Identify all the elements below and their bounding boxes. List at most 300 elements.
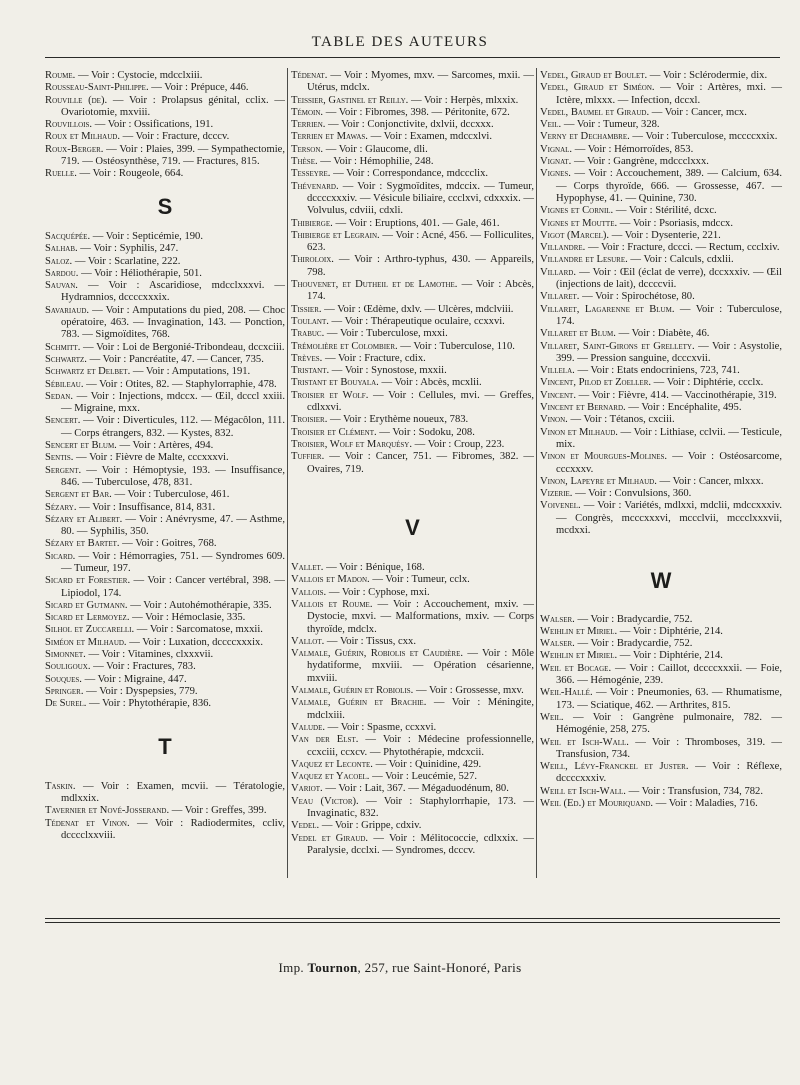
author-name: Terson.: [291, 143, 324, 155]
entry-references: — Voir : Pancréatite, 47. — Cancer, 735.: [86, 353, 264, 365]
entry-references: — Voir : Héliothérapie, 501.: [78, 267, 202, 279]
section-letter: T: [158, 733, 172, 759]
index-entry: [45, 698, 285, 710]
author-name: Vignes et Cornil.: [540, 205, 614, 217]
entry-references: — Voir : Môle hydatiforme, mxviii. — Opération césarienne, mxviii.: [307, 648, 535, 684]
index-entry: [45, 452, 285, 464]
index-entry: [540, 427, 782, 452]
entry-references: — Voir : Migraine, 447.: [81, 673, 187, 685]
entry-references: — Voir : Examen, mcvii. — Tératologie, mdlxxix.: [61, 780, 285, 805]
author-name: Tristant et Bouyala.: [291, 377, 379, 389]
author-name: Villela.: [540, 365, 575, 377]
imprint: [0, 960, 800, 976]
author-name: Sencert et Blum.: [45, 440, 117, 452]
index-entry: [45, 514, 285, 539]
author-name: Weil-Hallé.: [540, 687, 593, 699]
author-name: Silhol et Zuccarelli.: [45, 624, 135, 636]
author-name: Rousseau-Saint-Philippe.: [45, 82, 149, 94]
author-name: Sardou.: [45, 267, 79, 279]
author-name: Schwartz et Delbet.: [45, 366, 131, 378]
author-name: Souligoux.: [45, 661, 91, 673]
entry-references: — Voir : Eruptions, 401. — Gale, 461.: [332, 217, 500, 229]
entry-references: — Voir : Cyphose, mxi.: [326, 586, 430, 598]
entry-references: — Voir : Prépuce, 446.: [148, 82, 249, 94]
column-separator: [287, 68, 288, 878]
entry-references: — Voir : Acné, 456. — Folliculites, 623.: [307, 229, 534, 254]
author-name: Vallois et Madon.: [291, 574, 370, 586]
author-name: Vignal.: [540, 143, 573, 155]
entry-references: — Voir : Luxation, dccccxxxix.: [126, 636, 263, 648]
index-entry: [540, 254, 782, 266]
index-entry: [291, 771, 534, 783]
entry-references: — Voir : Fièvre de Malte, cccxxxvi.: [73, 452, 229, 464]
entry-references: — Voir : Sarcomatose, mxxii.: [134, 624, 263, 636]
entry-references: — Voir : Herpès, mlxxix.: [408, 94, 519, 106]
author-name: Roux-Berger.: [45, 143, 104, 155]
index-entry: [291, 181, 534, 218]
index-entry: [540, 267, 782, 292]
author-name: Vedel et Giraud.: [291, 832, 369, 844]
index-entry: [291, 796, 534, 821]
entry-references: — Voir : Réflexe, dccccxxxiv.: [556, 761, 782, 785]
index-entry: [291, 377, 534, 389]
index-entry: [291, 451, 534, 476]
entry-references: — Voir : Staphylorrhapie, 173. — Invaginatic, 832.: [307, 795, 535, 820]
index-entry: [45, 82, 285, 94]
author-name: Tavernier et Nové-Josserand.: [45, 805, 170, 817]
author-name: Rouvillois.: [45, 119, 93, 131]
index-entry: [540, 242, 782, 254]
author-name: Valude.: [291, 721, 326, 733]
index-entry: [291, 414, 534, 426]
author-name: Teissier, Gastinel et Reilly.: [291, 94, 409, 106]
author-name: Vallois et Roume.: [291, 598, 373, 610]
author-name: Vedel, Giraud et Boulet.: [540, 70, 648, 81]
author-name: Valmale, Guérin et Brachie.: [291, 697, 427, 709]
index-entry: [540, 638, 782, 650]
entry-references: — Voir : Sodoku, 208.: [376, 426, 475, 438]
index-entry: [291, 156, 534, 168]
index-entry: [540, 218, 782, 230]
entry-references: — Voir : Dyspepsies, 779.: [83, 685, 198, 697]
author-name: Walser.: [540, 613, 575, 625]
index-entry: [45, 415, 285, 440]
index-entry: [45, 781, 285, 806]
index-entry: [540, 107, 782, 119]
author-name: Weil et Bocage.: [540, 662, 612, 674]
index-entry: [291, 722, 534, 734]
entry-references: — Voir : Abcès, 174.: [307, 279, 535, 303]
header-rule: [45, 57, 780, 58]
author-name: Salhab.: [45, 243, 78, 255]
index-entry: [45, 379, 285, 391]
index-entry: [291, 685, 534, 697]
index-entry: [540, 626, 782, 638]
author-name: Taskin.: [45, 780, 76, 792]
index-entry: [291, 254, 534, 279]
entry-references: — Voir : Bradycardie, 752.: [574, 638, 693, 650]
entry-references: — Voir : Arthro-typhus, 430. — Appareils, 798.: [307, 254, 534, 278]
author-name: Vigot (Marcel).: [540, 229, 610, 241]
entry-references: — Voir : Fièvre, 414. — Vaccinothérapie, 319.: [575, 389, 777, 401]
index-entry: [540, 650, 782, 662]
page-header: TABLE DES AUTEURS: [311, 34, 489, 50]
index-entry: [540, 205, 782, 217]
index-entry: [291, 218, 534, 230]
index-entry: [540, 614, 782, 626]
index-entry: [45, 575, 285, 600]
author-name: Vedel.: [291, 820, 320, 832]
entry-references: — Voir : Otites, 82. — Staphylorraphie, 478.: [83, 378, 277, 390]
index-entry: [291, 119, 534, 131]
entry-references: — Voir : Maladies, 716.: [653, 798, 758, 810]
author-name: Roume.: [45, 70, 76, 81]
index-entry: [291, 353, 534, 365]
entry-references: — Voir : Insuffisance, 814, 831.: [76, 501, 216, 513]
author-name: Troisier et Clément.: [291, 426, 377, 438]
author-name: Témoin.: [291, 106, 324, 118]
author-name: Villaret, Saint-Girons et Grellety.: [540, 340, 695, 352]
entry-references: — Voir : Injections, mdccx. — Œil, dcccl xxiii. — Migraine, mxx.: [61, 390, 285, 415]
entry-references: — Voir : Bénique, 168.: [323, 562, 425, 574]
index-entry: [45, 600, 285, 612]
index-entry: [45, 305, 285, 342]
entry-references: — Voir : Vitamines, clxxxvii.: [85, 649, 214, 661]
entry-references: — Voir : Rougeole, 664.: [76, 168, 184, 180]
index-entry: [291, 820, 534, 832]
index-entry: [291, 734, 534, 759]
entry-references: — Voir : Tissus, cxx.: [324, 635, 416, 647]
author-name: Weil (Ed.) et Mouriquand.: [540, 798, 654, 810]
author-name: Villandre.: [540, 242, 586, 254]
index-entry: [291, 587, 534, 599]
entry-references: — Voir : Myomes, mxv. — Sarcomes, mxii. — Utérus, mdclx.: [307, 70, 534, 94]
entry-references: — Voir : Quinidine, 429.: [372, 758, 482, 770]
imprint-suffix: , 257, rue Saint-Honoré, Paris: [357, 960, 522, 975]
index-entry: [291, 636, 534, 648]
entry-references: — Voir : Etats endocriniens, 723, 741.: [574, 365, 740, 377]
author-name: Troisier, Wolf et Marquésy.: [291, 438, 412, 450]
entry-references: — Voir : Fracture, dccci. — Rectum, ccclxiv.: [585, 242, 780, 254]
index-entry: [291, 783, 534, 795]
entry-references: — Voir : Spirochétose, 80.: [579, 291, 695, 303]
author-name: Villaret et Blum.: [540, 328, 616, 340]
index-entry: [45, 440, 285, 452]
author-name: Springer.: [45, 685, 84, 697]
imprint-prefix: Imp.: [278, 960, 308, 975]
author-name: Vinon, Lapeyre et Milhaud.: [540, 475, 657, 487]
footer-rule: [45, 918, 780, 919]
author-name: Sézary et Alibert.: [45, 513, 123, 525]
author-name: Van der Elst.: [291, 734, 359, 746]
entry-references: — Voir : Ostéosarcome, cccxxxv.: [556, 451, 782, 475]
index-entry: [45, 637, 285, 649]
entry-references: — Voir : Tuberculose, mxxi.: [324, 328, 448, 340]
index-entry: [291, 648, 534, 685]
author-name: Tristant.: [291, 365, 330, 377]
entry-references: — Voir : Cellules, mvi. — Greffes, cdlxxvi.: [307, 389, 534, 414]
index-entry: [540, 341, 782, 366]
author-name: Vinon et Mourgues-Molines.: [540, 451, 668, 463]
author-name: Toulant.: [291, 315, 329, 327]
author-name: Sicard et Gutmann.: [45, 599, 128, 611]
index-entry: [291, 833, 534, 858]
entry-references: — Voir : Sclérodermie, dix.: [647, 70, 768, 81]
index-entry: [291, 427, 534, 439]
author-name: Thèse.: [291, 156, 318, 168]
author-name: Verny et Dechambre.: [540, 131, 630, 143]
entry-references: — Voir : Encéphalite, 495.: [625, 402, 742, 414]
index-entry: [540, 119, 782, 131]
author-name: Terrien et Mawas.: [291, 131, 368, 143]
entry-references: — Voir : Thromboses, 319. — Transfusion, 734.: [556, 736, 782, 760]
author-name: Sacquépée.: [45, 230, 91, 242]
entry-references: — Voir : Diphtérie, ccclx.: [651, 377, 764, 389]
index-entry: [540, 786, 782, 798]
author-name: Vinon et Milhaud.: [540, 426, 618, 438]
entry-references: — Voir : Cancer vertébral, 398. — Lipiodol, 174.: [61, 575, 285, 599]
entry-references: — Voir : Correspondance, mdccclix.: [330, 168, 489, 180]
entry-references: — Voir : Cancer, mlxxx.: [656, 475, 764, 487]
entry-references: — Voir : Abcès, mcxlii.: [378, 377, 482, 389]
author-name: Thouvenet, et Dutheil et de Lamothe.: [291, 279, 458, 291]
entry-references: — Voir : Asystolie, 399. — Pression sanguine, dcccxvii.: [556, 340, 782, 364]
author-name: De Surel.: [45, 698, 87, 710]
entry-references: — Voir : Autohémothérapie, 335.: [127, 599, 272, 611]
index-entry: [45, 70, 285, 82]
index-entry: [540, 82, 782, 107]
section-letter: V: [405, 514, 420, 540]
entry-references: — Voir : Amputations, 191.: [130, 366, 251, 378]
index-entry: [540, 687, 782, 712]
entry-references: — Voir : Fracture, cdix.: [322, 352, 426, 364]
entry-references: — Voir : Accouchement, 389. — Calcium, 634. — Corps thyroïde, 666. — Grossesse, 467. — Hypophyse, 41. — Quinine, 730.: [556, 168, 782, 204]
index-entry: [540, 488, 782, 500]
author-name: Roux et Milhaud.: [45, 131, 120, 143]
author-name: Vinon.: [540, 414, 568, 426]
entry-references: — Voir : Œdème, dxlv. — Ulcères, mdclviii.: [321, 303, 514, 315]
index-entry: [45, 805, 285, 817]
entry-references: — Voir : Examen, mdccxlvi.: [367, 131, 493, 143]
entry-references: — Voir : Loi de Bergonié-Tribondeau, dccxciii.: [80, 341, 285, 353]
index-entry: [291, 390, 534, 415]
author-name: Vignes.: [540, 168, 571, 180]
entry-references: — Voir : Stérilité, dcxc.: [613, 205, 717, 217]
index-entry: [45, 612, 285, 624]
entry-references: — Voir : Tumeur, 328.: [561, 119, 660, 131]
index-entry: [45, 95, 285, 120]
index-entry: [540, 304, 782, 329]
index-entry: [291, 304, 534, 316]
entry-references: — Voir : Cancer, mcx.: [649, 106, 747, 118]
author-name: Weill, Lévy-Franckel et Juster.: [540, 761, 689, 773]
entry-references: — Voir : Plaies, 399. — Sympathectomie, 719. — Ostéosynthèse, 719. — Fractures, 815.: [61, 143, 285, 168]
author-name: Vincent et Bernard.: [540, 402, 626, 414]
index-entry: [540, 377, 782, 389]
index-entry: [291, 107, 534, 119]
index-entry: [291, 439, 534, 451]
author-name: Sergent.: [45, 464, 82, 476]
entry-references: — Voir : Grossesse, mxv.: [413, 685, 524, 697]
index-entry: [45, 465, 285, 490]
author-name: Vallois.: [291, 586, 327, 598]
entry-references: — Voir : Cystocie, mdcclxiii.: [75, 70, 203, 81]
index-entry: [45, 354, 285, 366]
index-entry: [540, 663, 782, 688]
index-entry: [540, 402, 782, 414]
author-name: Sicard.: [45, 550, 76, 562]
author-name: Tesseyre.: [291, 168, 331, 180]
section-letter: W: [650, 568, 672, 594]
index-column-1: [45, 70, 285, 842]
entry-references: — Voir : Tétanos, cxciii.: [567, 414, 675, 426]
author-name: Valmale, Guérin et Robiolis.: [291, 685, 414, 697]
index-entry: [45, 144, 285, 169]
index-entry: [540, 798, 782, 810]
entry-references: — Voir : Gangrène, mdccclxxx.: [571, 156, 709, 168]
entry-references: — Voir : Radiodermites, ccliv, dcccclxxviii.: [61, 817, 285, 842]
entry-references: — Voir : Fracture, dcccv.: [119, 131, 230, 143]
entry-references: — Voir : Goitres, 768.: [119, 538, 217, 550]
entry-references: — Voir : Transfusion, 734, 782.: [625, 785, 763, 797]
author-name: Trémolière et Colombier.: [291, 340, 398, 352]
index-entry: [291, 599, 534, 636]
entry-references: — Voir : Erythème noueux, 783.: [327, 414, 469, 426]
index-entry: [540, 737, 782, 762]
entry-references: — Voir : Thérapeutique oculaire, ccxxvi.: [328, 315, 505, 327]
index-entry: [45, 624, 285, 636]
index-entry: [540, 451, 782, 476]
index-entry: [45, 268, 285, 280]
index-entry: [540, 144, 782, 156]
entry-references: — Voir : Œil (éclat de verre), dccxxxiv. — Œil (injections de lait), dccccvii.: [556, 266, 782, 291]
entry-references: — Voir : Glaucome, dli.: [323, 143, 428, 155]
author-name: Weill et Isch-Wall.: [540, 785, 626, 797]
entry-references: — Voir : Accouchement, mxiv. — Dystocie, mxvi. — Malformations, mxiv. — Corps thyroïde, mdclx.: [307, 598, 534, 635]
author-name: Vallot.: [291, 635, 325, 647]
index-entry: [291, 95, 534, 107]
entry-references: — Voir : Tuberculose, 110.: [397, 340, 515, 352]
index-entry: [291, 328, 534, 340]
index-entry: [540, 365, 782, 377]
entry-references: — Voir : Croup, 223.: [412, 438, 505, 450]
author-name: Souques.: [45, 673, 82, 685]
index-entry: [291, 365, 534, 377]
entry-references: — Voir : Amputations du pied, 208. — Choc opératoire, 463. — Invagination, 143. — Ponction, 783. — Sigmoïdites, 768.: [61, 304, 285, 341]
author-name: Schwartz.: [45, 353, 87, 365]
index-entry: [45, 231, 285, 243]
author-name: Troisier et Wolf.: [291, 389, 369, 401]
entry-references: — Voir : Syphilis, 247.: [77, 243, 179, 255]
entry-references: — Voir : Hémoclasie, 335.: [129, 612, 246, 624]
index-entry: [540, 712, 782, 737]
author-name: Trèves.: [291, 352, 323, 364]
entry-references: — Voir : Ossifications, 191.: [92, 119, 214, 131]
entry-references: — Voir : Tuberculose, mccccxxix.: [629, 131, 778, 143]
author-name: Villard.: [540, 266, 576, 278]
author-name: Thibierge et Legrain.: [291, 229, 380, 241]
entry-references: — Voir : Tuberculose, 174.: [556, 303, 782, 327]
entry-references: — Voir : Mélitococcie, cdlxxix. — Paralysie, dcclxi. — Syndromes, dcccv.: [307, 832, 534, 856]
author-name: Vallet.: [291, 562, 324, 574]
index-column-3: [540, 70, 782, 810]
entry-references: — Voir : Psoriasis, mdccx.: [617, 217, 733, 229]
index-entry: [45, 243, 285, 255]
entry-references: — Voir : Sygmoïdites, mdccix. — Tumeur, dccccxxxiv. — Vésicule biliaire, ccclxvi, cdxxxix. — Volvulus, cdviii, cdxli.: [307, 180, 534, 217]
author-name: Weil.: [540, 711, 564, 723]
entry-references: — Voir : Pneumonies, 63. — Rhumatisme, 173. — Sciatique, 462. — Arthrites, 815.: [556, 687, 782, 711]
index-entry: [45, 551, 285, 576]
entry-references: — Voir : Méningite, mdclxiii.: [307, 697, 534, 721]
index-column-2: [291, 70, 534, 857]
index-entry: [540, 500, 782, 537]
author-name: Savariaud.: [45, 304, 90, 316]
index-entry: [291, 168, 534, 180]
author-name: Veil.: [540, 119, 562, 131]
author-name: Sedan.: [45, 390, 73, 402]
index-entry: [540, 156, 782, 168]
entry-references: — Voir : Conjonctivite, dxlvii, dccxxx.: [325, 119, 494, 131]
author-name: Sergent et Bar.: [45, 489, 112, 501]
index-entry: [45, 366, 285, 378]
author-name: Rouville (de).: [45, 94, 108, 106]
index-entry: [540, 131, 782, 143]
index-entry: [540, 328, 782, 340]
author-name: Villaret, Lagarenne et Blum.: [540, 303, 675, 315]
entry-references: — Voir : Hémorroïdes, 853.: [572, 143, 694, 155]
author-name: Vignes et Moutte.: [540, 217, 618, 229]
author-name: Walser.: [540, 638, 575, 650]
entry-references: — Voir : Fibromes, 398. — Péritonite, 672.: [323, 106, 510, 118]
index-entry: [45, 489, 285, 501]
author-name: Sencert.: [45, 415, 81, 427]
entry-references: — Voir : Variétés, mdlxxi, mdclii, mdccxxxiv. — Congrès, mcccxxxvi, mccclvii, mccclxxxvii, mcdxxi.: [556, 500, 782, 536]
entry-references: — Voir : Leucémie, 527.: [369, 771, 478, 783]
author-name: Thévenard.: [291, 180, 339, 192]
author-name: Weil et Isch-Wall.: [540, 736, 629, 748]
entry-references: — Voir : Septicémie, 190.: [90, 230, 204, 242]
index-entry: [45, 280, 285, 305]
entry-references: — Voir : Calculs, cdxlii.: [627, 254, 734, 266]
index-entry: [45, 168, 285, 180]
entry-references: — Voir : Greffes, 399.: [169, 805, 267, 817]
index-entry: [45, 674, 285, 686]
index-entry: [291, 574, 534, 586]
entry-references: — Voir : Hémophilie, 248.: [317, 156, 434, 168]
index-entry: [45, 538, 285, 550]
imprint-printer: Tournon: [307, 960, 358, 975]
author-name: Tissier.: [291, 303, 322, 315]
entry-references: — Voir : Dysenterie, 221.: [609, 229, 721, 241]
author-name: Vincent.: [540, 389, 576, 401]
author-name: Sentis.: [45, 452, 74, 464]
index-entry: [45, 818, 285, 843]
index-entry: [291, 279, 534, 304]
index-entry: [45, 342, 285, 354]
index-entry: [45, 502, 285, 514]
author-name: Vaquez et Yacoel.: [291, 771, 370, 783]
author-name: Vedel, Giraud et Siméon.: [540, 82, 655, 94]
index-entry: [45, 131, 285, 143]
entry-references: — Voir : Diabète, 46.: [615, 328, 710, 340]
entry-references: — Voir : Diphtérie, 214.: [617, 625, 723, 637]
entry-references: — Voir : Phytothérapie, 836.: [86, 698, 212, 710]
index-entry: [291, 144, 534, 156]
author-name: Tédenat et Vinon.: [45, 817, 130, 829]
author-name: Sicard et Lermoyez.: [45, 612, 130, 624]
entry-references: — Voir : Hémorragies, 751. — Syndromes 609. — Tumeur, 197.: [61, 550, 285, 574]
author-name: Vizerie.: [540, 488, 573, 500]
